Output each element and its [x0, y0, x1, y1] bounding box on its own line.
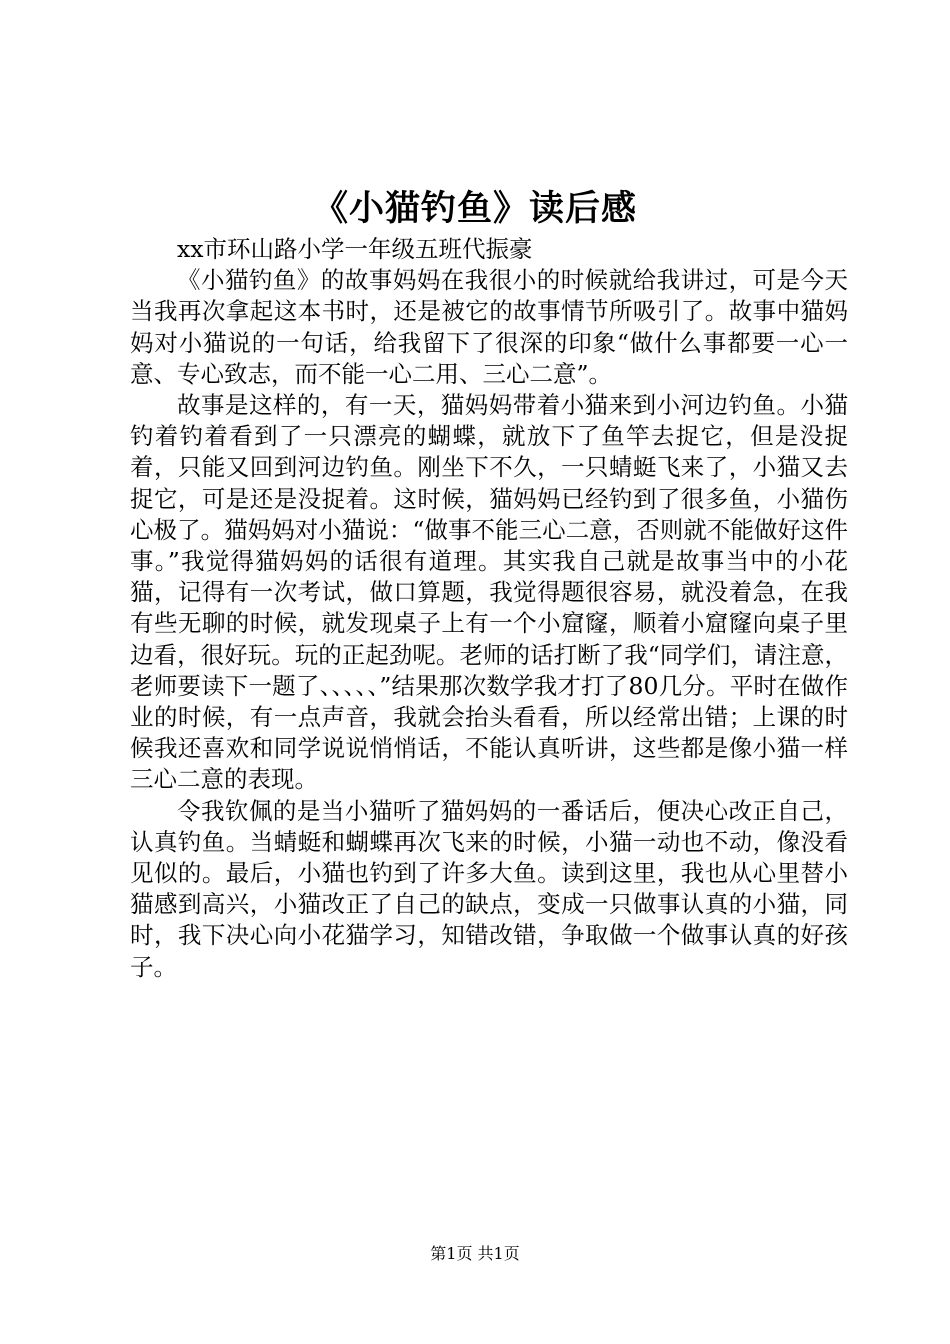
author-line: xx市环山路小学一年级五班代振豪	[177, 235, 533, 263]
page-footer: 第1页 共1页	[430, 1244, 520, 1263]
document-body	[130, 234, 848, 983]
paragraph-1: 《小猫钓鱼》的故事妈妈在我很小的时候就给我讲过，可是今天当我再次拿起这本书时，还是被它的故事情节所吸引了。故事中猫妈妈对小猫说的一句话，给我留下了很深的印象“做什么事都要一心一意、专心致志，而不能一心二用、三心二意”。	[130, 266, 848, 388]
paragraph-3: 令我钦佩的是当小猫听了猫妈妈的一番话后，便决心改正自己，认真钓鱼。当蜻蜓和蝴蝶再次飞来的时候，小猫一动也不动，像没看见似的。最后，小猫也钓到了许多大鱼。读到这里，我也从心里替小猫感到高兴，小猫改正了自己的缺点，变成一只做事认真的小猫，同时，我下决心向小花猫学习，知错改错，争取做一个做事认真的好孩子。	[130, 796, 848, 981]
paragraph-2: 故事是这样的，有一天，猫妈妈带着小猫来到小河边钓鱼。小猫钓着钓着看到了一只漂亮的蝴蝶，就放下了鱼竿去捉它，但是没捉着，只能又回到河边钓鱼。刚坐下不久，一只蜻蜓飞来了，小猫又去捉它，可是还是没捉着。这时候，猫妈妈已经钓到了很多鱼，小猫伤心极了。猫妈妈对小猫说：“做事不能三心二意，否则就不能做好这件事。”我觉得猫妈妈的话很有道理。其实我自己就是故事当中的小花猫，记得有一次考试，做口算题，我觉得题很容易，就没着急，在我有些无聊的时候，就发现桌子上有一个小窟窿，顺着小窟窿向桌子里边看，很好玩。玩的正起劲呢。老师的话打断了我“同学们，请注意，老师要读下一题了、、、、、”结果那次数学我才打了80几分。平时在做作业的时候，有一点声音，我就会抬头看看，所以经常出错；上课的时候我还喜欢和同学说说悄悄话，不能认真听讲，这些都是像小猫一样三心二意的表现。	[130, 391, 848, 794]
document-title: 《小猫钓鱼》读后感	[312, 188, 637, 229]
